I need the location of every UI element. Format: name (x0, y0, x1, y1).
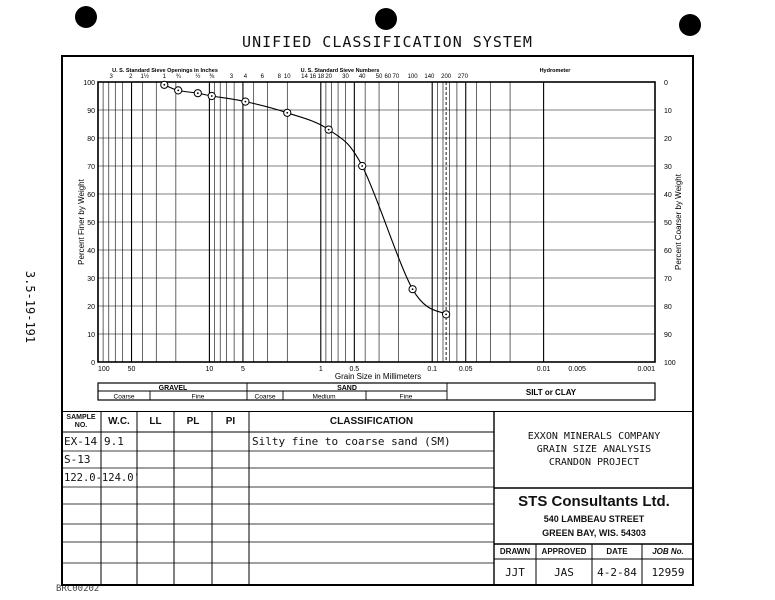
y-axis-label-right: Percent Coarser by Weight (674, 174, 683, 270)
data-point-dot (163, 84, 165, 86)
class-sand-fine: Fine (399, 393, 413, 401)
project-block (494, 411, 694, 488)
header-classification: CLASSIFICATION (329, 416, 414, 427)
x-tick-label: 50 (127, 366, 136, 373)
company-name: STS Consultants Ltd. (518, 493, 670, 510)
company-street: 540 LAMBEAU STREET (543, 514, 645, 524)
class-sand-medium: Medium (312, 393, 336, 401)
row2-sample: S-13 (64, 453, 91, 466)
sieve-tick-label: 60 (384, 74, 392, 80)
class-gravel-fine: Fine (191, 393, 205, 401)
y-tick-left: 20 (87, 304, 95, 311)
inch-tick-label: 1½ (140, 74, 149, 80)
x-tick-label: 10 (205, 366, 214, 373)
sieve-tick-label: 4 (243, 74, 248, 80)
y-tick-right: 80 (664, 304, 672, 311)
top-label-hydrometer: Hydrometer (539, 68, 571, 74)
y-tick-right: 70 (664, 276, 672, 283)
company-city: GREEN BAY, WIS. 54303 (542, 528, 646, 538)
class-gravel: GRAVEL (158, 385, 188, 392)
data-point-dot (412, 288, 414, 290)
sieve-tick-label: 100 (407, 74, 418, 80)
header-ll: LL (149, 416, 162, 427)
sieve-tick-label: 10 (283, 74, 291, 80)
sieve-tick-label: 16 (309, 74, 317, 80)
y-tick-right: 60 (664, 248, 672, 255)
x-tick-label: 0.01 (536, 366, 551, 373)
sieve-tick-label: 18 (317, 74, 325, 80)
x-axis-label: Grain Size in Millimeters (334, 372, 422, 381)
inch-tick-label: ½ (195, 74, 201, 80)
y-tick-left: 80 (87, 136, 95, 143)
side-page-number: 3.5-19-191 (23, 270, 38, 344)
footer-stamp: BRC00202 (56, 584, 100, 594)
x-tick-label: 0.001 (637, 366, 655, 373)
inch-tick-label: 3 (109, 74, 113, 80)
sample-table (61, 411, 694, 586)
project-name: CRANDON PROJECT (548, 457, 640, 468)
chart-grid (98, 82, 655, 362)
row1-wc: 9.1 (104, 435, 124, 448)
y-tick-left: 60 (87, 192, 95, 199)
x-tick-label: 0.1 (427, 366, 438, 373)
sieve-tick-label: 50 (375, 74, 383, 80)
data-point-dot (328, 129, 330, 131)
sieve-tick-label: 6 (260, 74, 264, 80)
y-tick-left: 90 (87, 108, 95, 115)
sieve-tick-label: 140 (424, 74, 435, 80)
y-tick-left: 30 (87, 276, 95, 283)
top-label-inches: U. S. Standard Sieve Openings in Inches (112, 68, 218, 74)
x-tick-label: 0.05 (458, 366, 473, 373)
y-tick-right: 10 (664, 108, 672, 115)
job-label: JOB No. (652, 547, 684, 556)
y-tick-right: 40 (664, 192, 672, 199)
data-point-dot (286, 112, 288, 114)
gradation-curve (161, 81, 450, 318)
chart-ticks (83, 73, 675, 373)
x-tick-label: 0.005 (568, 366, 586, 373)
data-point-dot (361, 165, 363, 167)
drawn-label: DRAWN (499, 547, 531, 556)
approved-label: APPROVED (541, 547, 587, 556)
sieve-tick-label: 8 (277, 74, 281, 80)
y-tick-left: 0 (91, 360, 95, 367)
x-tick-label: 1 (318, 366, 323, 373)
sieve-tick-label: 270 (457, 74, 468, 80)
header-sample-no: SAMPLE NO. (66, 413, 96, 429)
project-analysis: GRAIN SIZE ANALYSIS (536, 444, 652, 455)
date-value: 4-2-84 (597, 566, 637, 579)
data-point-dot (245, 101, 247, 103)
gradation-line (164, 85, 446, 315)
top-label-sieves: U. S. Standard Sieve Numbers (300, 68, 380, 74)
header-wc: W.C. (108, 416, 130, 427)
class-gravel-coarse: Coarse (113, 393, 135, 401)
data-point-dot (211, 95, 213, 97)
sieve-tick-label: 30 (342, 74, 349, 80)
sieve-tick-label: 3 (229, 74, 234, 80)
y-tick-left: 70 (87, 164, 95, 171)
x-tick-label: 100 (98, 366, 110, 373)
page-title: UNIFIED CLASSIFICATION SYSTEM (242, 33, 533, 51)
x-tick-label: 0.5 (349, 366, 360, 373)
inch-tick-label: 1 (162, 74, 166, 80)
y-tick-right: 20 (664, 136, 672, 143)
row1-sample: EX-14 (64, 435, 98, 448)
y-tick-left: 10 (87, 332, 95, 339)
job-value: 12959 (651, 566, 685, 579)
sieve-tick-label: 40 (358, 74, 366, 80)
sieve-tick-label: 14 (301, 74, 308, 80)
y-tick-right: 0 (664, 80, 668, 87)
y-tick-right: 30 (664, 164, 672, 171)
header-pi: PI (225, 416, 236, 427)
y-axis-label-left: Percent Finer by Weight (77, 179, 86, 265)
inch-tick-label: ¾ (175, 74, 181, 80)
header-pl: PL (186, 416, 200, 427)
row3-sample: 122.0-124.0' (64, 471, 140, 484)
y-tick-left: 50 (87, 220, 95, 227)
inch-tick-label: ⅜ (209, 74, 215, 80)
approved-value: JAS (554, 566, 574, 579)
date-label: DATE (606, 547, 628, 556)
y-tick-right: 50 (664, 220, 672, 227)
sieve-tick-label: 20 (325, 74, 333, 80)
sieve-tick-label: 200 (441, 74, 452, 80)
class-silt-clay: SILT or CLAY (525, 388, 577, 397)
project-company: EXXON MINERALS COMPANY (527, 431, 661, 442)
class-sand-coarse: Coarse (254, 393, 276, 401)
inch-tick-label: 2 (129, 74, 133, 80)
drawn-value: JJT (505, 566, 525, 579)
class-sand: SAND (337, 385, 357, 392)
y-tick-right: 100 (664, 360, 676, 367)
data-point-dot (197, 92, 199, 94)
data-point-dot (177, 90, 179, 92)
y-tick-right: 90 (664, 332, 672, 339)
x-tick-label: 5 (240, 366, 245, 373)
y-tick-left: 40 (87, 248, 95, 255)
row1-classification: Silty fine to coarse sand (SM) (252, 435, 451, 448)
company-block (494, 488, 694, 544)
data-point-dot (445, 314, 447, 316)
y-tick-left: 100 (83, 80, 95, 87)
sieve-tick-label: 70 (392, 74, 400, 80)
